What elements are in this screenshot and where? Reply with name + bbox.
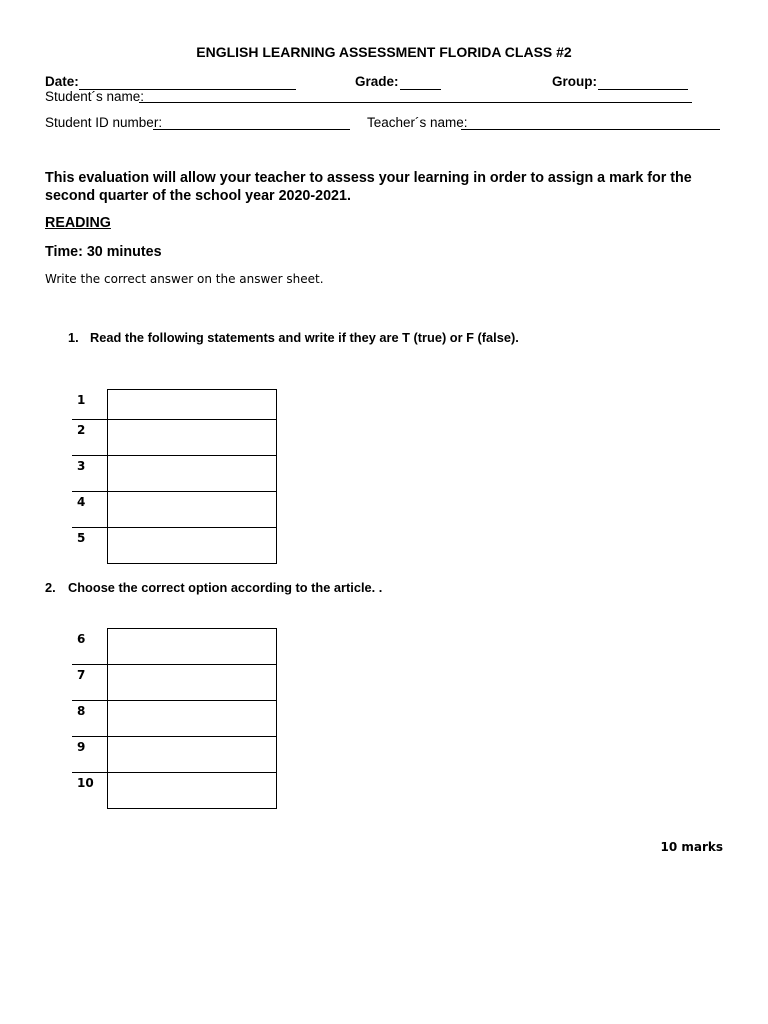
student-id-field[interactable] <box>153 129 350 130</box>
answer-table-2 <box>72 628 277 808</box>
answer-row <box>72 527 277 563</box>
answer-cell[interactable] <box>107 491 277 528</box>
answer-cell[interactable] <box>107 455 277 492</box>
answer-row <box>72 491 277 527</box>
answer-number: 2 <box>77 423 86 437</box>
answer-cell[interactable] <box>107 419 277 456</box>
answer-number: 7 <box>77 668 86 682</box>
answer-row <box>72 419 277 455</box>
assessment-title: ENGLISH LEARNING ASSESSMENT FLORIDA CLASS #2 <box>196 44 572 60</box>
answer-cell[interactable] <box>107 527 277 564</box>
answer-row <box>72 772 277 808</box>
time-limit: Time: 30 minutes <box>45 244 162 260</box>
row-divider <box>72 419 108 420</box>
section-heading: READING <box>45 215 111 231</box>
instruction-text: Write the correct answer on the answer sheet. <box>45 272 324 286</box>
answer-row <box>72 736 277 772</box>
answer-cell[interactable] <box>107 736 277 773</box>
grade-field[interactable] <box>400 89 441 90</box>
answer-row <box>72 628 277 664</box>
answer-number: 10 <box>77 776 94 790</box>
answer-number: 4 <box>77 495 86 509</box>
answer-row <box>72 664 277 700</box>
answer-cell[interactable] <box>107 628 277 665</box>
question-2-number: 2. <box>45 580 56 595</box>
answer-row <box>72 389 277 419</box>
group-field[interactable] <box>598 89 688 90</box>
question-1-text: Read the following statements and write if they are T (true) or F (false). <box>90 330 519 345</box>
answer-cell[interactable] <box>107 700 277 737</box>
teacher-name-field[interactable] <box>461 129 720 130</box>
teacher-name-label: Teacher´s name: <box>367 115 468 130</box>
question-1-number: 1. <box>68 330 79 345</box>
answer-number: 3 <box>77 459 86 473</box>
total-marks: 10 marks <box>660 840 723 854</box>
answer-number: 8 <box>77 704 86 718</box>
row-divider <box>72 527 108 528</box>
row-divider <box>72 664 108 665</box>
group-label: Group: <box>552 74 597 89</box>
row-divider <box>72 772 108 773</box>
student-name-label: Student´s name: <box>45 89 145 104</box>
row-divider <box>72 736 108 737</box>
student-name-field[interactable] <box>139 102 692 103</box>
row-divider <box>72 700 108 701</box>
answer-cell[interactable] <box>107 389 277 420</box>
answer-row <box>72 700 277 736</box>
answer-table-1 <box>72 389 277 563</box>
answer-cell[interactable] <box>107 664 277 701</box>
row-divider <box>72 455 108 456</box>
answer-number: 1 <box>77 393 86 407</box>
answer-number: 5 <box>77 531 86 545</box>
student-id-label: Student ID number: <box>45 115 163 130</box>
answer-number: 6 <box>77 632 86 646</box>
answer-number: 9 <box>77 740 86 754</box>
question-2-text: Choose the correct option according to the article. . <box>68 580 383 595</box>
date-label: Date: <box>45 74 79 89</box>
grade-label: Grade: <box>355 74 399 89</box>
answer-cell[interactable] <box>107 772 277 809</box>
answer-row <box>72 455 277 491</box>
row-divider <box>72 491 108 492</box>
intro-paragraph: This evaluation will allow your teacher to assess your learning in order to assign a mark for the second quarter of the school year 2020-2021. <box>45 170 692 204</box>
